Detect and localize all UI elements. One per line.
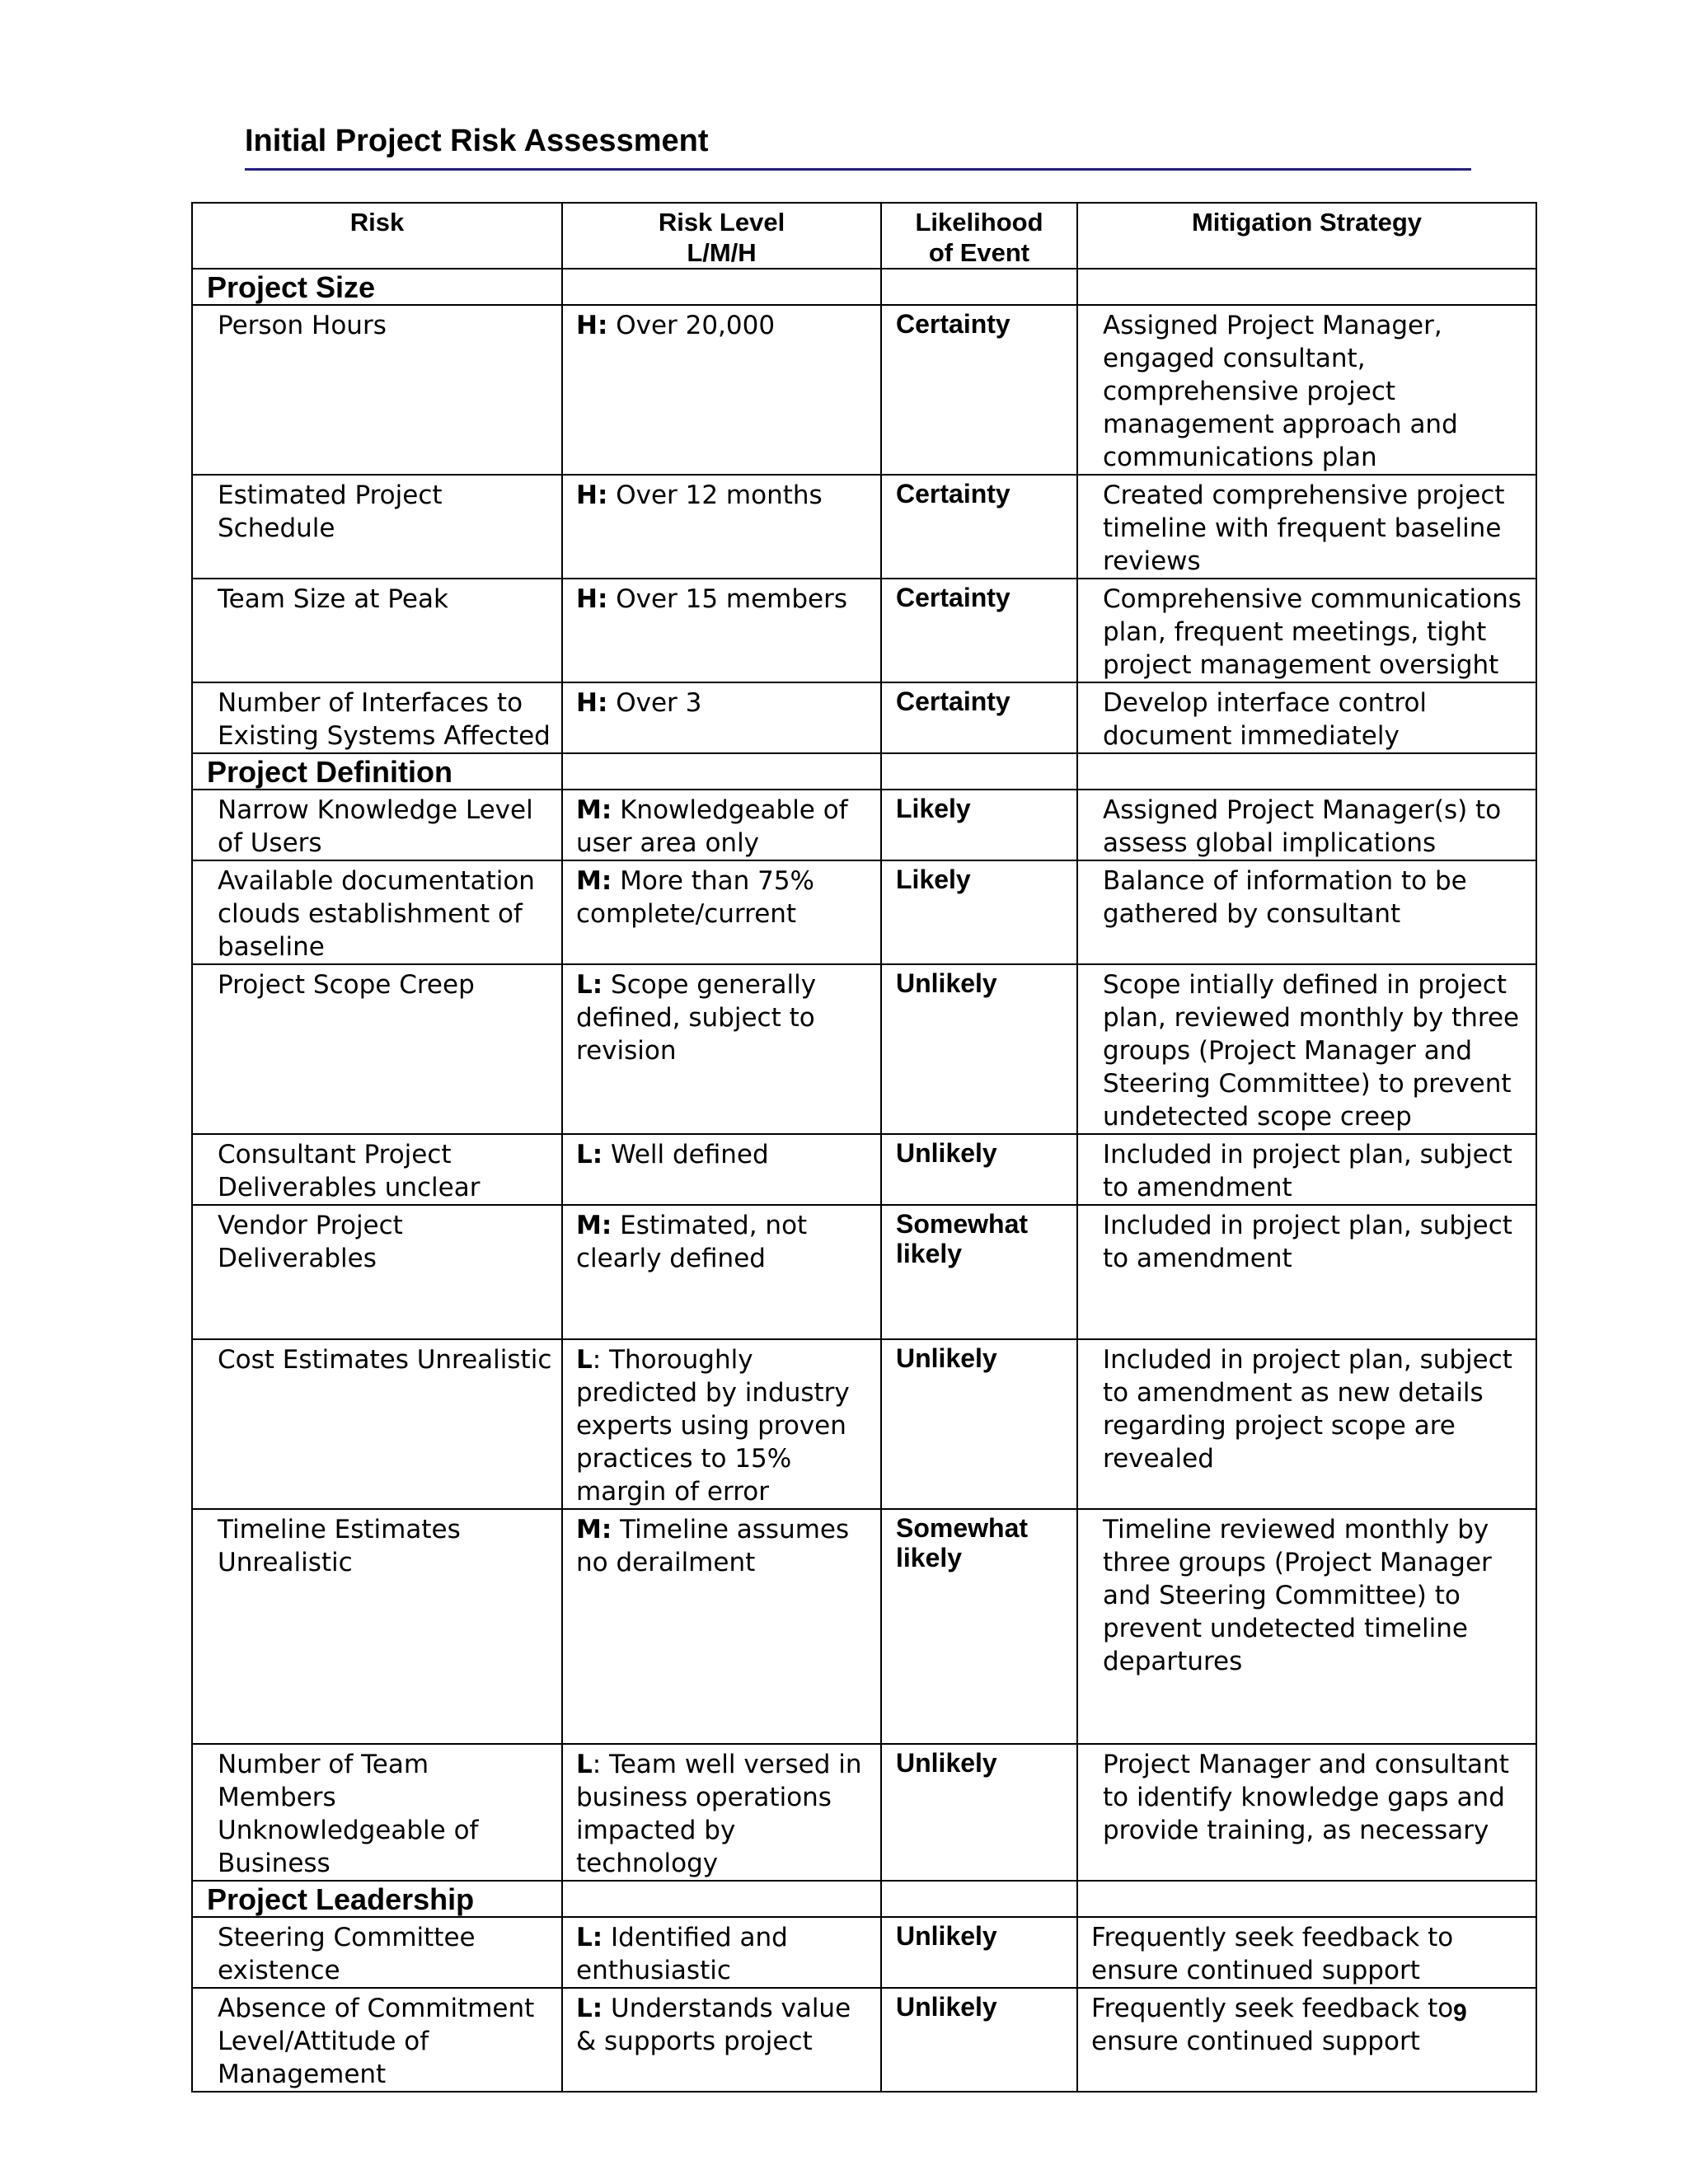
mitigation-cell: Develop interface control document immediately bbox=[1103, 688, 1428, 751]
risk-level-cell: L: Understands value & supports project bbox=[576, 1994, 851, 2056]
likelihood-cell: Certainty bbox=[896, 687, 1010, 716]
risk-cell: Number of Interfaces to Existing Systems Affected bbox=[218, 688, 551, 751]
table-row bbox=[192, 682, 1536, 753]
risk-cell: Vendor Project Deliverables bbox=[218, 1211, 403, 1273]
section-label: Project Size bbox=[207, 270, 376, 304]
likelihood-cell: Unlikely bbox=[896, 1343, 997, 1373]
mitigation-cell: Assigned Project Manager(s) to assess global implications bbox=[1103, 795, 1502, 858]
risk-cell: Consultant Project Deliverables unclear bbox=[218, 1140, 481, 1202]
header-risk: Risk bbox=[192, 203, 562, 269]
likelihood-cell: Likely bbox=[896, 865, 971, 894]
risk-cell: Estimated Project Schedule bbox=[218, 480, 443, 543]
risk-level-cell: L: Team well versed in business operations impacted by technology bbox=[576, 1750, 862, 1878]
table-row bbox=[192, 1917, 1536, 1988]
risk-assessment-table bbox=[191, 202, 1537, 2093]
risk-level-cell: H: Over 15 members bbox=[576, 584, 848, 614]
mitigation-cell: Included in project plan, subject to amendment bbox=[1103, 1211, 1512, 1273]
header-mitigation: Mitigation Strategy bbox=[1077, 203, 1536, 269]
risk-cell: Steering Committee existence bbox=[218, 1923, 476, 1985]
likelihood-cell: Certainty bbox=[896, 479, 1010, 509]
table-row bbox=[192, 1988, 1536, 2092]
risk-level-cell: H: Over 3 bbox=[576, 688, 702, 718]
table-row bbox=[192, 790, 1536, 860]
risk-level-cell: M: More than 75% complete/current bbox=[576, 866, 815, 929]
likelihood-cell: Unlikely bbox=[896, 1992, 997, 2022]
table-row bbox=[192, 1134, 1536, 1205]
title-underline bbox=[245, 168, 1471, 171]
risk-level-cell: L: Thoroughly predicted by industry experts using proven practices to 15% margin of error bbox=[576, 1345, 850, 1507]
mitigation-cell: Created comprehensive project timeline with frequent baseline reviews bbox=[1103, 480, 1505, 576]
table-row bbox=[192, 860, 1536, 964]
mitigation-cell: Frequently seek feedback to ensure continued support bbox=[1091, 1923, 1454, 1985]
risk-cell: Team Size at Peak bbox=[218, 584, 448, 614]
section-row-project-leadership bbox=[192, 1881, 1536, 1917]
table-row bbox=[192, 964, 1536, 1134]
mitigation-cell: Assigned Project Manager, engaged consultant, comprehensive project management approach and communications plan bbox=[1103, 311, 1458, 472]
mitigation-cell: Included in project plan, subject to amendment bbox=[1103, 1140, 1512, 1202]
likelihood-cell: Certainty bbox=[896, 309, 1010, 339]
mitigation-cell: Comprehensive communications plan, frequent meetings, tight project management oversight bbox=[1103, 584, 1522, 680]
section-row-project-definition bbox=[192, 753, 1536, 790]
likelihood-cell: Likely bbox=[896, 794, 971, 823]
table-row bbox=[192, 1744, 1536, 1881]
risk-cell: Person Hours bbox=[218, 311, 387, 340]
risk-level-cell: L: Identified and enthusiastic bbox=[576, 1923, 788, 1985]
likelihood-cell: Somewhat likely bbox=[896, 1209, 1029, 1268]
risk-cell: Timeline Estimates Unrealistic bbox=[218, 1515, 461, 1577]
risk-cell: Number of Team Members Unknowledgeable of Business bbox=[218, 1750, 479, 1878]
mitigation-cell: Balance of information to be gathered by consultant bbox=[1103, 866, 1467, 929]
likelihood-cell: Unlikely bbox=[896, 1921, 997, 1951]
risk-level-cell: L: Scope generally defined, subject to revision bbox=[576, 970, 817, 1066]
risk-level-cell: H: Over 12 months bbox=[576, 480, 823, 510]
header-risk-level: Risk Level L/M/H bbox=[562, 203, 881, 269]
likelihood-cell: Unlikely bbox=[896, 968, 997, 998]
section-row-project-size bbox=[192, 269, 1536, 305]
table-row bbox=[192, 305, 1536, 475]
risk-cell: Available documentation clouds establishment of baseline bbox=[218, 866, 535, 962]
section-label: Project Leadership bbox=[207, 1882, 475, 1916]
risk-level-cell: L: Well defined bbox=[576, 1140, 769, 1169]
table-row bbox=[192, 579, 1536, 682]
table-row bbox=[192, 475, 1536, 579]
page-number: 9 bbox=[1453, 1999, 1467, 2027]
table-row bbox=[192, 1509, 1536, 1744]
mitigation-cell: Timeline reviewed monthly by three groups (Project Manager and Steering Committee) to prevent undetected timeline departures bbox=[1103, 1515, 1492, 1676]
likelihood-cell: Certainty bbox=[896, 583, 1010, 612]
mitigation-cell: Included in project plan, subject to amendment as new details regarding project scope are revealed bbox=[1103, 1345, 1512, 1474]
risk-level-cell: M: Timeline assumes no derailment bbox=[576, 1515, 850, 1577]
mitigation-cell: Project Manager and consultant to identify knowledge gaps and provide training, as necessary bbox=[1103, 1750, 1509, 1845]
risk-cell: Project Scope Creep bbox=[218, 970, 475, 1000]
table-row bbox=[192, 1205, 1536, 1339]
risk-level-cell: H: Over 20,000 bbox=[576, 311, 776, 340]
risk-cell: Cost Estimates Unrealistic bbox=[218, 1345, 552, 1375]
table-header-row bbox=[192, 203, 1536, 269]
mitigation-cell: Frequently seek feedback to ensure continued support bbox=[1091, 1994, 1454, 2056]
likelihood-cell: Unlikely bbox=[896, 1138, 997, 1168]
page-title: Initial Project Risk Assessment bbox=[245, 124, 709, 158]
risk-level-cell: M: Estimated, not clearly defined bbox=[576, 1211, 808, 1273]
likelihood-cell: Unlikely bbox=[896, 1748, 997, 1778]
likelihood-cell: Somewhat likely bbox=[896, 1513, 1029, 1572]
table-row bbox=[192, 1339, 1536, 1509]
section-label: Project Definition bbox=[207, 755, 453, 789]
risk-level-cell: M: Knowledgeable of user area only bbox=[576, 795, 848, 858]
header-likelihood: Likelihood of Event bbox=[881, 203, 1077, 269]
risk-cell: Absence of Commitment Level/Attitude of Management bbox=[218, 1994, 535, 2089]
mitigation-cell: Scope intially defined in project plan, reviewed monthly by three groups (Project Manager and Steering Committee) to prevent undetected scope creep bbox=[1103, 970, 1520, 1132]
risk-cell: Narrow Knowledge Level of Users bbox=[218, 795, 533, 858]
